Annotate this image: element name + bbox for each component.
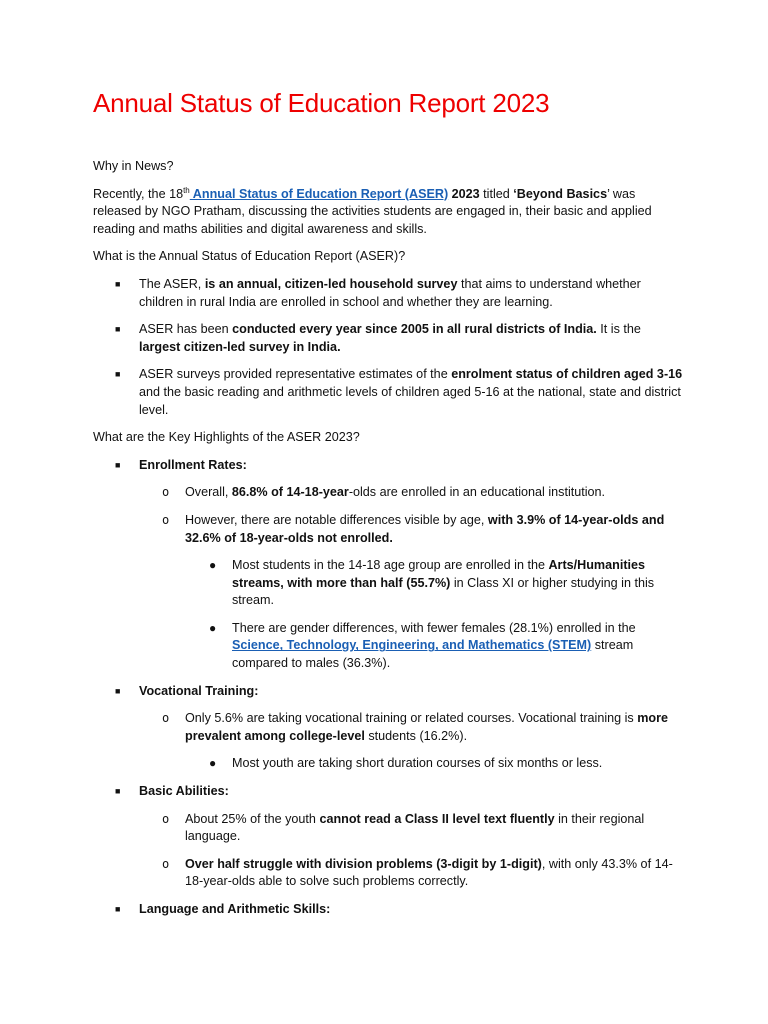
- enroll-sub-1-a: Most students in the 14-18 age group are enrolled in the: [232, 558, 549, 573]
- intro-year: 2023: [448, 186, 480, 201]
- square-bullet-icon: ■: [115, 786, 121, 797]
- circle-bullet-icon: o: [162, 711, 170, 726]
- highlights-heading: What are the Key Highlights of the ASER 2023?: [93, 430, 360, 445]
- list-item: [93, 321, 683, 356]
- list-item: [93, 783, 683, 801]
- vocational-label: Vocational Training:: [139, 683, 259, 698]
- list-item: [93, 484, 683, 502]
- about-2-text-c: It is the: [596, 322, 641, 337]
- document-body: [93, 158, 683, 929]
- list-item: [93, 512, 683, 547]
- voc-1-b: more prevalent among college-level: [185, 711, 669, 743]
- enroll-1-a: Overall,: [185, 485, 232, 500]
- about-2-text-b: conducted every year since 2005 in all rural districts of India.: [232, 322, 597, 337]
- list-item: [93, 457, 683, 475]
- intro-report-title: ‘Beyond Basics: [513, 186, 608, 201]
- enroll-2-a: However, there are notable differences visible by age,: [185, 512, 488, 527]
- voc-sub-1: Most youth are taking short duration courses of six months or less.: [232, 756, 603, 771]
- about-3-text-b: enrolment status of children aged 3-16: [451, 367, 683, 382]
- basic-2-c: , with only 43.3% of 14-18-year-olds able to solve such problems correctly.: [185, 856, 673, 889]
- about-1-text-a: The ASER,: [139, 276, 205, 291]
- dot-bullet-icon: ●: [209, 620, 217, 635]
- list-item: [93, 755, 683, 773]
- dot-bullet-icon: ●: [209, 558, 217, 573]
- enroll-sub-2-a: There are gender differences, with fewer females (28.1%) enrolled in the: [232, 620, 636, 635]
- dot-bullet-icon: ●: [209, 756, 217, 771]
- enroll-1-b: 86.8% of 14-18-year: [231, 485, 349, 500]
- square-bullet-icon: ■: [115, 685, 121, 696]
- list-item: [93, 901, 683, 919]
- what-heading: What is the Annual Status of Education Report (ASER)?: [93, 249, 406, 264]
- list-item: [93, 811, 683, 846]
- list-item: [93, 620, 683, 673]
- stem-link[interactable]: Science, Technology, Engineering, and Mathematics (STEM): [232, 638, 592, 653]
- enroll-1-c: -olds are enrolled in an educational institution.: [348, 485, 606, 500]
- basic-1-c: in their regional language.: [185, 811, 645, 844]
- about-1-text-c: that aims to understand whether children in rural India are enrolled in school and whether they are learning.: [139, 276, 641, 309]
- about-1-text-b: is an annual, citizen-led household survey: [204, 276, 458, 291]
- square-bullet-icon: ■: [115, 324, 121, 335]
- enrollment-label: Enrollment Rates:: [139, 457, 247, 472]
- list-item: [93, 366, 683, 419]
- enroll-sub-1-b: Arts/Humanities streams, with more than half (55.7%): [232, 558, 646, 590]
- language-skills-label: Language and Arithmetic Skills:: [139, 902, 331, 916]
- square-bullet-icon: ■: [115, 278, 121, 289]
- enroll-sub-2-c: stream compared to males (36.3%).: [232, 638, 634, 671]
- about-2-text-a: ASER has been: [139, 322, 233, 337]
- basic-1-b: cannot read a Class II level text fluently: [319, 811, 555, 826]
- basic-2-b: Over half struggle with division problems (3-digit by 1-digit): [185, 856, 542, 871]
- aser-link[interactable]: Annual Status of Education Report (ASER): [189, 186, 449, 201]
- about-3-text-a: ASER surveys provided representative estimates of the: [139, 367, 452, 382]
- list-item: [93, 557, 683, 610]
- intro-text-5: ’ was released by NGO Pratham, discussing the activities students are engaged in, their basic and applied reading and maths abilities and digital awareness and skills.: [93, 186, 652, 236]
- circle-bullet-icon: o: [162, 512, 170, 527]
- basic-1-a: About 25% of the youth: [185, 811, 320, 826]
- intro-paragraph: [93, 186, 683, 239]
- list-item: [93, 683, 683, 701]
- basic-abilities-label: Basic Abilities:: [139, 784, 229, 799]
- about-3-text-c: and the basic reading and arithmetic levels of children aged 5-16 at the national, state and district level.: [139, 384, 681, 417]
- voc-1-a: Only 5.6% are taking vocational training or related courses. Vocational training is: [185, 711, 638, 726]
- square-bullet-icon: ■: [115, 904, 121, 914]
- list-item: [93, 856, 683, 891]
- about-2-text-d: largest citizen-led survey in India.: [139, 339, 341, 354]
- circle-bullet-icon: o: [162, 485, 170, 500]
- page-title: Annual Status of Education Report 2023: [93, 88, 550, 118]
- why-heading: Why in News?: [93, 159, 174, 173]
- square-bullet-icon: ■: [115, 459, 121, 470]
- enroll-2-b: with 3.9% of 14-year-olds and 32.6% of 18-year-olds not enrolled.: [185, 512, 665, 545]
- square-bullet-icon: ■: [115, 369, 121, 380]
- circle-bullet-icon: o: [162, 811, 170, 826]
- intro-text-1: Recently, the 18: [93, 186, 184, 201]
- list-item: [93, 710, 683, 745]
- circle-bullet-icon: o: [162, 856, 170, 871]
- intro-superscript: th: [183, 185, 190, 195]
- intro-text-3: titled: [479, 186, 514, 201]
- voc-1-c: students (16.2%).: [364, 728, 468, 743]
- enroll-sub-1-c: in Class XI or higher studying in this stream.: [232, 575, 655, 608]
- list-item: [93, 276, 683, 311]
